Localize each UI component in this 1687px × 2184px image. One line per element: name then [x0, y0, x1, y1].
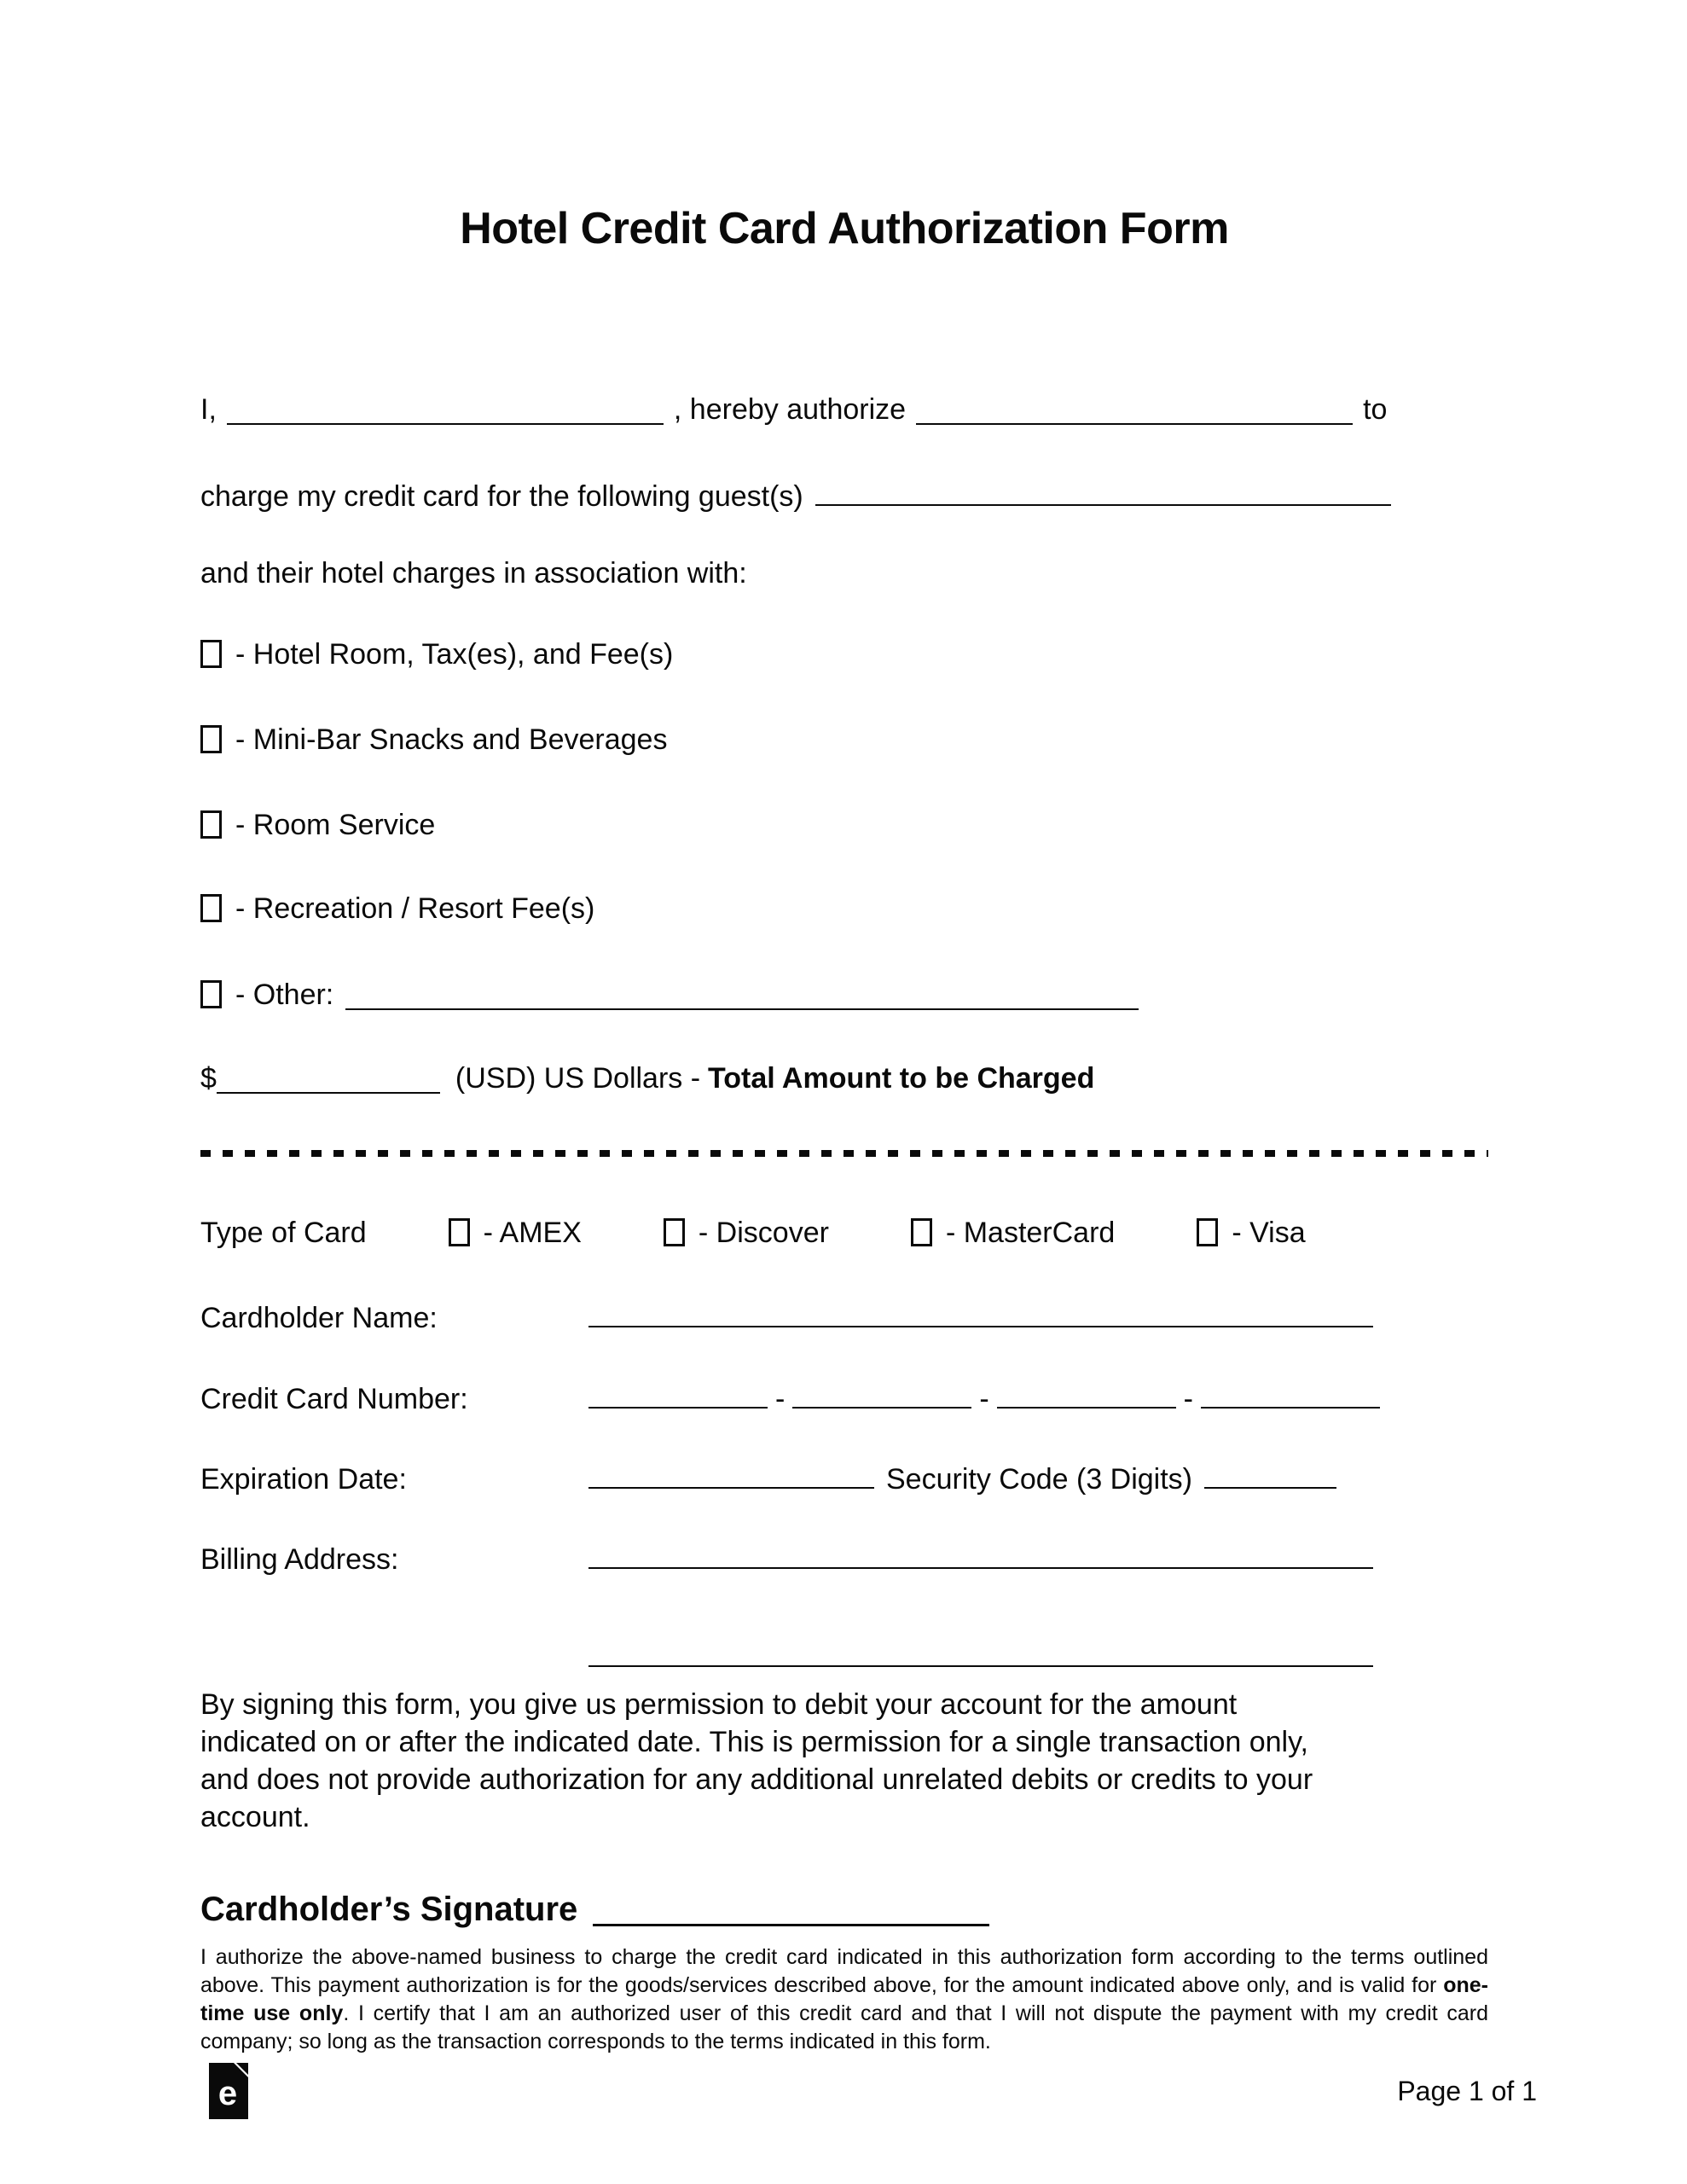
guest-names-blank[interactable]	[815, 472, 1391, 506]
room-service-checkbox[interactable]	[200, 810, 222, 839]
eforms-logo-letter: e	[217, 2075, 238, 2112]
intro-to-label: to	[1363, 393, 1388, 426]
expiration-row	[200, 1455, 1488, 1496]
total-amount-label: Total Amount to be Charged	[708, 1062, 1095, 1095]
billing-address-line1-blank[interactable]	[588, 1535, 1373, 1569]
dashed-separator	[200, 1150, 1488, 1157]
billing-address-line2-blank[interactable]	[588, 1633, 1373, 1667]
signature-label: Cardholder’s Signature	[200, 1891, 578, 1928]
billing-address-label: Billing Address:	[200, 1543, 399, 1576]
card-number-group4-blank[interactable]	[1201, 1374, 1380, 1409]
hotel-room-checkbox[interactable]	[200, 640, 222, 668]
permission-paragraph-line: account.	[200, 1801, 310, 1833]
billing-address-row	[200, 1535, 1488, 1577]
card-number-separator: -	[979, 1383, 989, 1415]
card-number-group1-blank[interactable]	[588, 1374, 768, 1409]
intro-hereby-label: , hereby authorize	[673, 393, 907, 426]
mastercard-checkbox[interactable]	[911, 1218, 932, 1246]
authorizer-name-blank[interactable]	[227, 391, 664, 425]
guest-names-line	[200, 472, 1488, 514]
card-number-group3-blank[interactable]	[997, 1374, 1176, 1409]
card-type-option-discover	[664, 1217, 829, 1250]
card-number-separator: -	[775, 1383, 786, 1415]
discover-checkbox[interactable]	[664, 1218, 685, 1246]
card-type-option-visa	[1197, 1217, 1305, 1250]
charge-option-label: - Mini-Bar Snacks and Beverages	[235, 723, 668, 756]
page-footer	[200, 2063, 1537, 2119]
mastercard-label: - MasterCard	[945, 1217, 1116, 1249]
authorized-business-blank[interactable]	[916, 391, 1353, 425]
charge-option-mini-bar	[200, 722, 1488, 758]
card-type-option-amex	[449, 1217, 582, 1250]
billing-address-row2	[200, 1633, 1488, 1667]
charge-option-label: - Room Service	[235, 809, 436, 841]
credit-card-number-row	[200, 1374, 1488, 1416]
fine-print-text: I authorize the above-named business to charge the credit card indicated in this authorization form according to the terms outlined above. This payment authorization is for the goods/services described above, for the amount indicated above only, and is valid for	[200, 1945, 1488, 1997]
fine-print-paragraph	[200, 1943, 1488, 2056]
security-code-label: Security Code (3 Digits)	[886, 1463, 1193, 1496]
authorization-statement-line	[200, 391, 1488, 427]
amex-label: - AMEX	[483, 1217, 582, 1249]
visa-checkbox[interactable]	[1197, 1218, 1218, 1246]
cardholder-name-label: Cardholder Name:	[200, 1302, 438, 1334]
permission-paragraph-line: and does not provide authorization for any additional unrelated debits or credits to your	[200, 1763, 1313, 1796]
page-number: Page 1 of 1	[1397, 2075, 1537, 2106]
credit-card-number-label: Credit Card Number:	[200, 1383, 468, 1415]
card-type-option-mastercard	[911, 1217, 1115, 1250]
other-charge-blank[interactable]	[345, 976, 1139, 1010]
amex-checkbox[interactable]	[449, 1218, 470, 1246]
signature-row	[200, 1889, 1488, 1931]
total-amount-blank[interactable]	[217, 1060, 440, 1094]
discover-label: - Discover	[698, 1217, 829, 1249]
security-code-blank[interactable]	[1204, 1455, 1336, 1489]
charge-option-room-service	[200, 807, 1488, 843]
card-type-row	[200, 1217, 1488, 1250]
other-checkbox[interactable]	[200, 980, 222, 1008]
currency-symbol: $	[200, 1062, 217, 1095]
expiration-date-label: Expiration Date:	[200, 1463, 407, 1496]
cardholder-name-field-blank[interactable]	[588, 1293, 1373, 1327]
charge-option-recreation	[200, 891, 1488, 926]
intro-prefix-label: I,	[200, 393, 217, 426]
card-number-separator: -	[1183, 1383, 1193, 1415]
charge-option-other	[200, 976, 1488, 1013]
card-type-label: Type of Card	[200, 1217, 367, 1249]
guest-line-label: charge my credit card for the following guest(s)	[200, 480, 803, 513]
total-amount-line	[200, 1060, 1488, 1096]
permission-paragraph-line: indicated on or after the indicated date. This is permission for a single transaction only,	[200, 1726, 1309, 1758]
eforms-logo-icon	[209, 2063, 248, 2119]
fine-print-text: . I certify that I am an authorized user of this credit card and that I will not dispute the payment with my credit card company; so long as the transaction corresponds to the terms indicated in this form.	[200, 2001, 1488, 2053]
permission-paragraph-line: By signing this form, you give us permission to debit your account for the amount	[200, 1688, 1238, 1721]
charge-option-label: - Other:	[235, 979, 334, 1011]
signature-blank[interactable]	[593, 1891, 989, 1926]
cardholder-name-row	[200, 1293, 1488, 1335]
charges-intro-label: and their hotel charges in association with:	[200, 557, 747, 590]
charge-option-label: - Hotel Room, Tax(es), and Fee(s)	[235, 638, 674, 671]
fine-print-bold-text: one-time use only	[200, 1973, 1488, 2025]
mini-bar-checkbox[interactable]	[200, 725, 222, 753]
expiration-date-blank[interactable]	[588, 1455, 874, 1489]
permission-paragraph	[200, 1686, 1488, 1836]
usd-label: (USD) US Dollars -	[455, 1062, 701, 1095]
form-title: Hotel Credit Card Authorization Form	[460, 204, 1229, 253]
visa-label: - Visa	[1232, 1217, 1306, 1249]
recreation-checkbox[interactable]	[200, 894, 222, 922]
charge-option-label: - Recreation / Resort Fee(s)	[235, 892, 595, 925]
card-number-group2-blank[interactable]	[792, 1374, 971, 1409]
charge-option-hotel-room	[200, 636, 1488, 672]
